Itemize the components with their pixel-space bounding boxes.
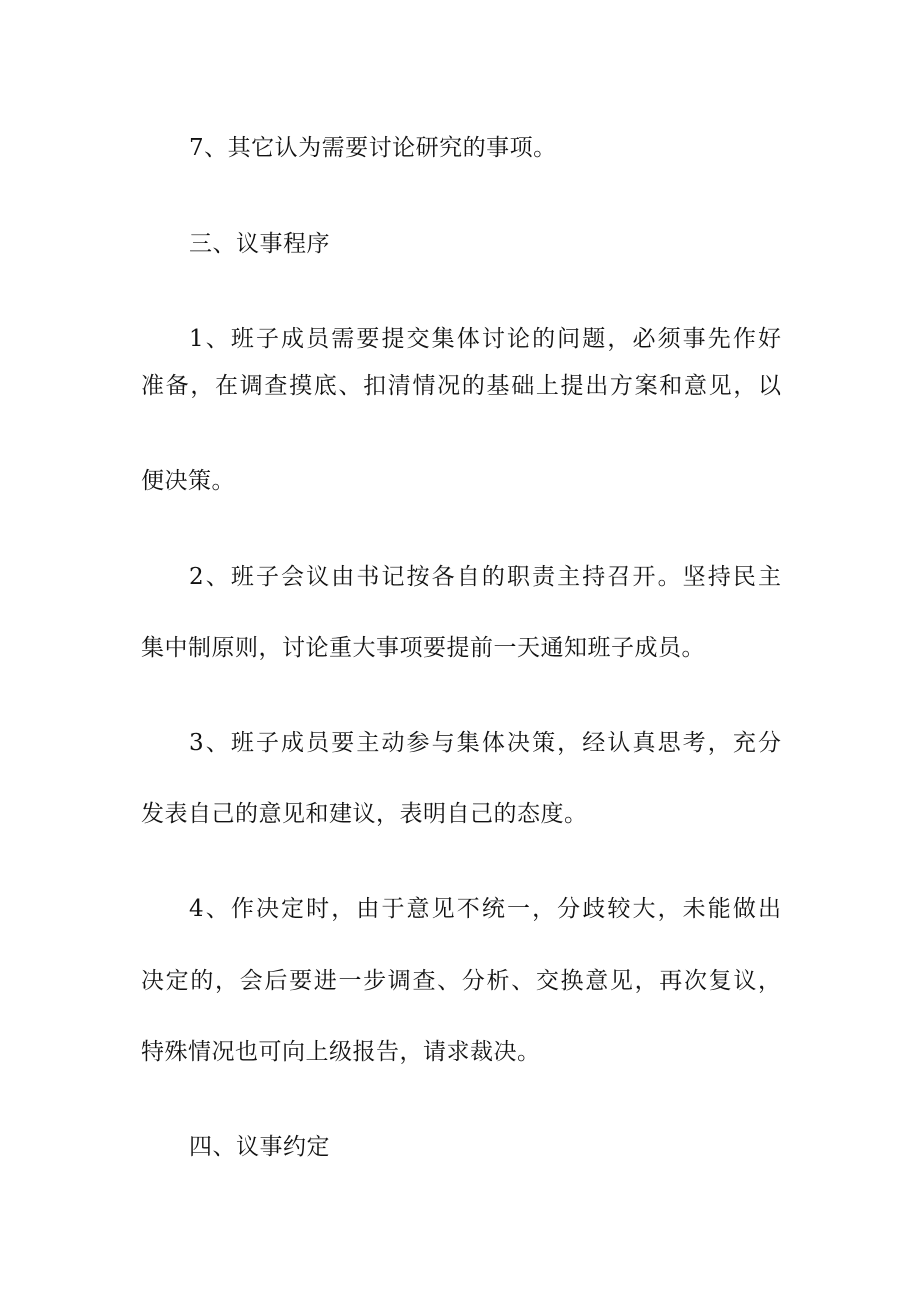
paragraph-4-line-1: 4、作决定时，由于意见不统一，分歧较大，未能做出 (189, 896, 781, 922)
paragraph-3-line-1: 3、班子成员要主动参与集体决策，经认真思考，充分 (189, 730, 781, 756)
item-7-line: 7、其它认为需要讨论研究的事项。 (189, 135, 557, 161)
paragraph-1-line-2: 准备，在调查摸底、扣清情况的基础上提出方案和意见，以 (141, 373, 781, 399)
paragraph-4-line-3: 特殊情况也可向上级报告，请求裁决。 (141, 1039, 541, 1065)
paragraph-2-line-1: 2、班子会议由书记按各自的职责主持召开。坚持民主 (189, 564, 781, 590)
section-heading-procedure: 三、议事程序 (189, 231, 330, 257)
paragraph-4-line-2: 决定的，会后要进一步调查、分析、交换意见，再次复议， (141, 968, 781, 994)
paragraph-1-line-1: 1、班子成员需要提交集体讨论的问题，必须事先作好 (189, 326, 781, 352)
paragraph-2-line-2: 集中制原则，讨论重大事项要提前一天通知班子成员。 (141, 635, 705, 661)
paragraph-1-line-3: 便决策。 (141, 468, 235, 494)
paragraph-3-line-2: 发表自己的意见和建议，表明自己的态度。 (141, 801, 588, 827)
section-heading-agreement: 四、议事约定 (189, 1134, 330, 1160)
